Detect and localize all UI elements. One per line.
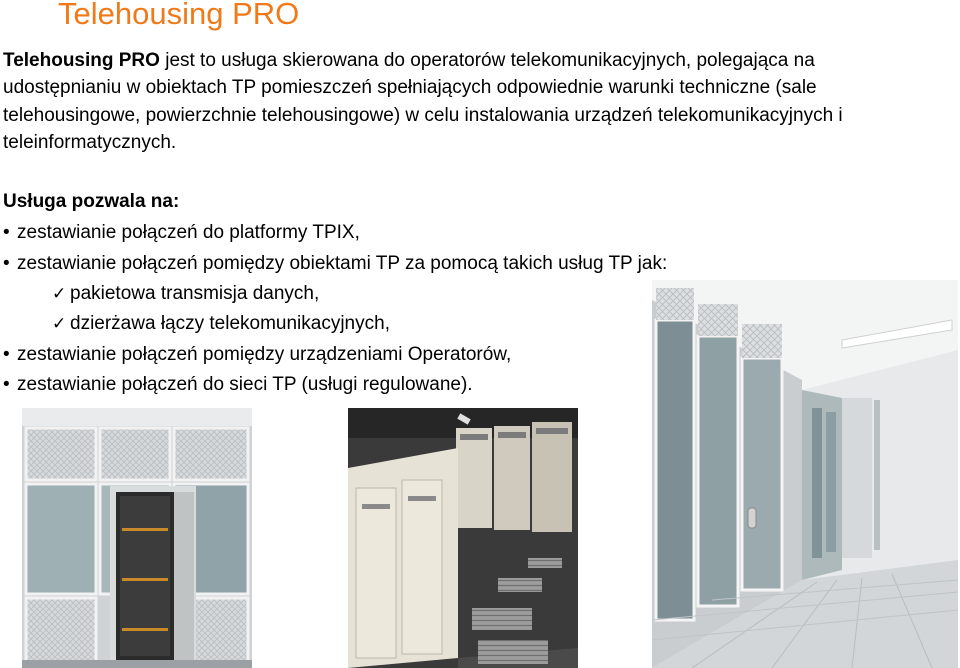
corridor-partitions-photo — [652, 280, 958, 668]
telecom-cabinets-photo — [348, 408, 578, 668]
sub-list-item — [52, 313, 390, 335]
bullet-icon: • — [3, 253, 10, 274]
checkmark-icon: ✓ — [52, 314, 67, 334]
sub-list-item — [52, 283, 319, 305]
list-item — [3, 374, 473, 396]
list-item-text: zestawianie połączeń pomiędzy obiektami TP za pomocą takich usług TP jak: — [17, 253, 668, 274]
bullet-icon: • — [3, 344, 10, 365]
intro-text: jest to usługa skierowana do operatorów telekomunikacyjnych, polegająca na udostępnianiu w obiektach TP pomieszczeń spełniających odpowiednie warunki techniczne (sale telehousingowe, powierzchnie telehousingowe) w celu instalowania urządzeń telekomunikacyjnych i teleinformatycznych. — [3, 50, 843, 153]
services-heading: Usługa pozwala na: — [3, 191, 180, 212]
sub-list-item-text: dzierżawa łączy telekomunikacyjnych, — [70, 313, 390, 334]
list-item — [3, 222, 360, 244]
server-room-cabinet-photo — [22, 408, 252, 668]
intro-paragraph — [3, 47, 903, 156]
list-item — [3, 344, 511, 366]
list-item — [3, 253, 667, 275]
list-item-text: zestawianie połączeń do sieci TP (usługi regulowane). — [17, 374, 473, 395]
list-item-text: zestawianie połączeń pomiędzy urządzeniami Operatorów, — [17, 344, 512, 365]
checkmark-icon: ✓ — [52, 284, 67, 304]
list-item-text: zestawianie połączeń do platformy TPIX, — [17, 222, 360, 243]
sub-list-item-text: pakietowa transmisja danych, — [70, 283, 320, 304]
bullet-icon: • — [3, 222, 10, 243]
bullet-icon: • — [3, 374, 10, 395]
intro-bold-lead: Telehousing PRO — [3, 50, 160, 71]
page-title: Telehousing PRO — [58, 0, 300, 31]
